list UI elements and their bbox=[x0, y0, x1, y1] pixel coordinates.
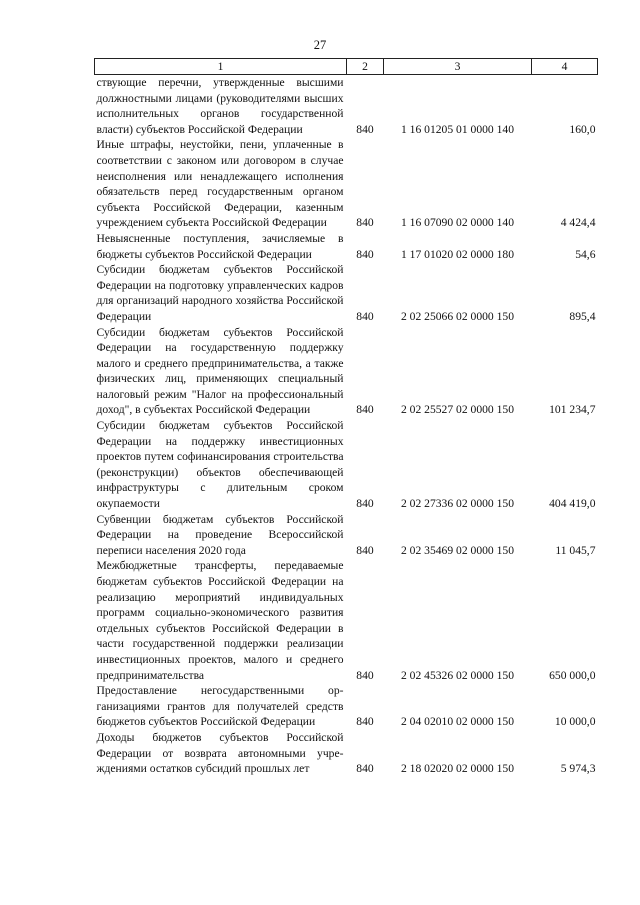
table-row bbox=[95, 558, 598, 683]
revenue-name: Субвенции бюджетам субъектов Российской Федерации на проведение Всероссийской переписи населения 2020 года bbox=[96, 512, 344, 557]
administrator-code: 840 bbox=[356, 216, 374, 230]
administrator-code: 840 bbox=[356, 247, 374, 261]
administrator-code: 840 bbox=[356, 543, 374, 557]
table-row bbox=[95, 137, 598, 231]
table-row bbox=[95, 231, 598, 262]
column-header-1: 1 bbox=[95, 59, 347, 75]
column-header-2: 2 bbox=[347, 59, 384, 75]
column-header-3: 3 bbox=[384, 59, 532, 75]
classification-code: 2 02 25066 02 0000 150 bbox=[400, 309, 515, 323]
table-header-row bbox=[95, 59, 598, 75]
classification-code: 2 02 27336 02 0000 150 bbox=[400, 497, 515, 511]
revenue-name: Межбюджетные трансферты, передаваемые бюджетам субъектов Российской Федерации на реализацию мероприятий индивидуальных программ социально-экономического развития отдельных субъектов Российской Федерации в части государственной поддержки реализации инвестиционных проектов, малого и среднего предпринимательства bbox=[96, 559, 344, 682]
revenue-name: Субсидии бюджетам субъектов Российской Федерации на государственную поддержку малого и среднего предпринимательства, а также физических лиц, применяющих специальный налоговый режим "Налог на профессиональный доход", в субъектах Российской Федерации bbox=[96, 325, 344, 417]
budget-revenue-table bbox=[94, 58, 598, 777]
administrator-code: 840 bbox=[356, 309, 374, 323]
classification-code: 1 16 07090 02 0000 140 bbox=[400, 216, 515, 230]
table-row bbox=[95, 683, 598, 730]
revenue-name: Предоставление негосударственными организациями грантов для получателей средств бюджетов субъектов Российской Федерации bbox=[96, 684, 344, 729]
classification-code: 2 02 35469 02 0000 150 bbox=[400, 543, 515, 557]
page-number: 27 bbox=[313, 38, 327, 52]
administrator-code: 840 bbox=[356, 668, 374, 682]
amount: 5 974,3 bbox=[560, 762, 596, 776]
revenue-name: Иные штрафы, неустойки, пени, уплаченные в соответствии с законом или договором в случае неисполнения или ненадлежащего исполнения обязательств перед государственным органом субъекта Российской Федерации, казенным учреждением субъекта Российской Федерации bbox=[96, 138, 344, 230]
amount: 10 000,0 bbox=[554, 715, 596, 729]
administrator-code: 840 bbox=[356, 122, 374, 136]
administrator-code: 840 bbox=[356, 497, 374, 511]
classification-code: 2 02 45326 02 0000 150 bbox=[400, 668, 515, 682]
classification-code: 1 16 01205 01 0000 140 bbox=[400, 122, 515, 136]
administrator-code: 840 bbox=[356, 715, 374, 729]
amount: 650 000,0 bbox=[549, 668, 596, 682]
table-row bbox=[95, 75, 598, 138]
classification-code: 2 02 25527 02 0000 150 bbox=[400, 403, 515, 417]
classification-code: 1 17 01020 02 0000 180 bbox=[400, 247, 515, 261]
revenue-name: Невыясненные поступления, зачисляемые в бюджеты субъектов Российской Федерации bbox=[96, 231, 344, 261]
administrator-code: 840 bbox=[356, 762, 374, 776]
revenue-name: Субсидии бюджетам субъектов Российской Федерации на подготовку управленческих кадров для организаций народного хозяйства Российской Федерации bbox=[96, 263, 344, 323]
table-row bbox=[95, 325, 598, 419]
revenue-name: Субсидии бюджетам субъектов Российской Федерации на поддержку инвестиционных проектов путем софинансирования строительства (реконструкции) объектов обеспечивающей инфраструктуры с длительным сроком окупаемости bbox=[96, 419, 344, 511]
revenue-name: ствующие перечни, утвержденные высшими должностными лицами (руководителями высших исполнительных органов государственной власти) субъектов Российской Федерации bbox=[96, 76, 344, 136]
table-row bbox=[95, 730, 598, 777]
amount: 54,6 bbox=[575, 247, 596, 261]
table-row bbox=[95, 418, 598, 512]
amount: 160,0 bbox=[569, 122, 596, 136]
amount: 895,4 bbox=[569, 309, 596, 323]
column-header-4: 4 bbox=[532, 59, 598, 75]
amount: 404 419,0 bbox=[549, 497, 596, 511]
amount: 4 424,4 bbox=[560, 216, 596, 230]
table-row bbox=[95, 262, 598, 324]
amount: 101 234,7 bbox=[549, 403, 596, 417]
administrator-code: 840 bbox=[356, 403, 374, 417]
table-row bbox=[95, 512, 598, 559]
classification-code: 2 04 02010 02 0000 150 bbox=[400, 715, 515, 729]
amount: 11 045,7 bbox=[555, 543, 596, 557]
revenue-name: Доходы бюджетов субъектов Российской Федерации от возврата автономными учреждениями остатков субсидий прошлых лет bbox=[96, 730, 344, 776]
classification-code: 2 18 02020 02 0000 150 bbox=[400, 762, 515, 776]
